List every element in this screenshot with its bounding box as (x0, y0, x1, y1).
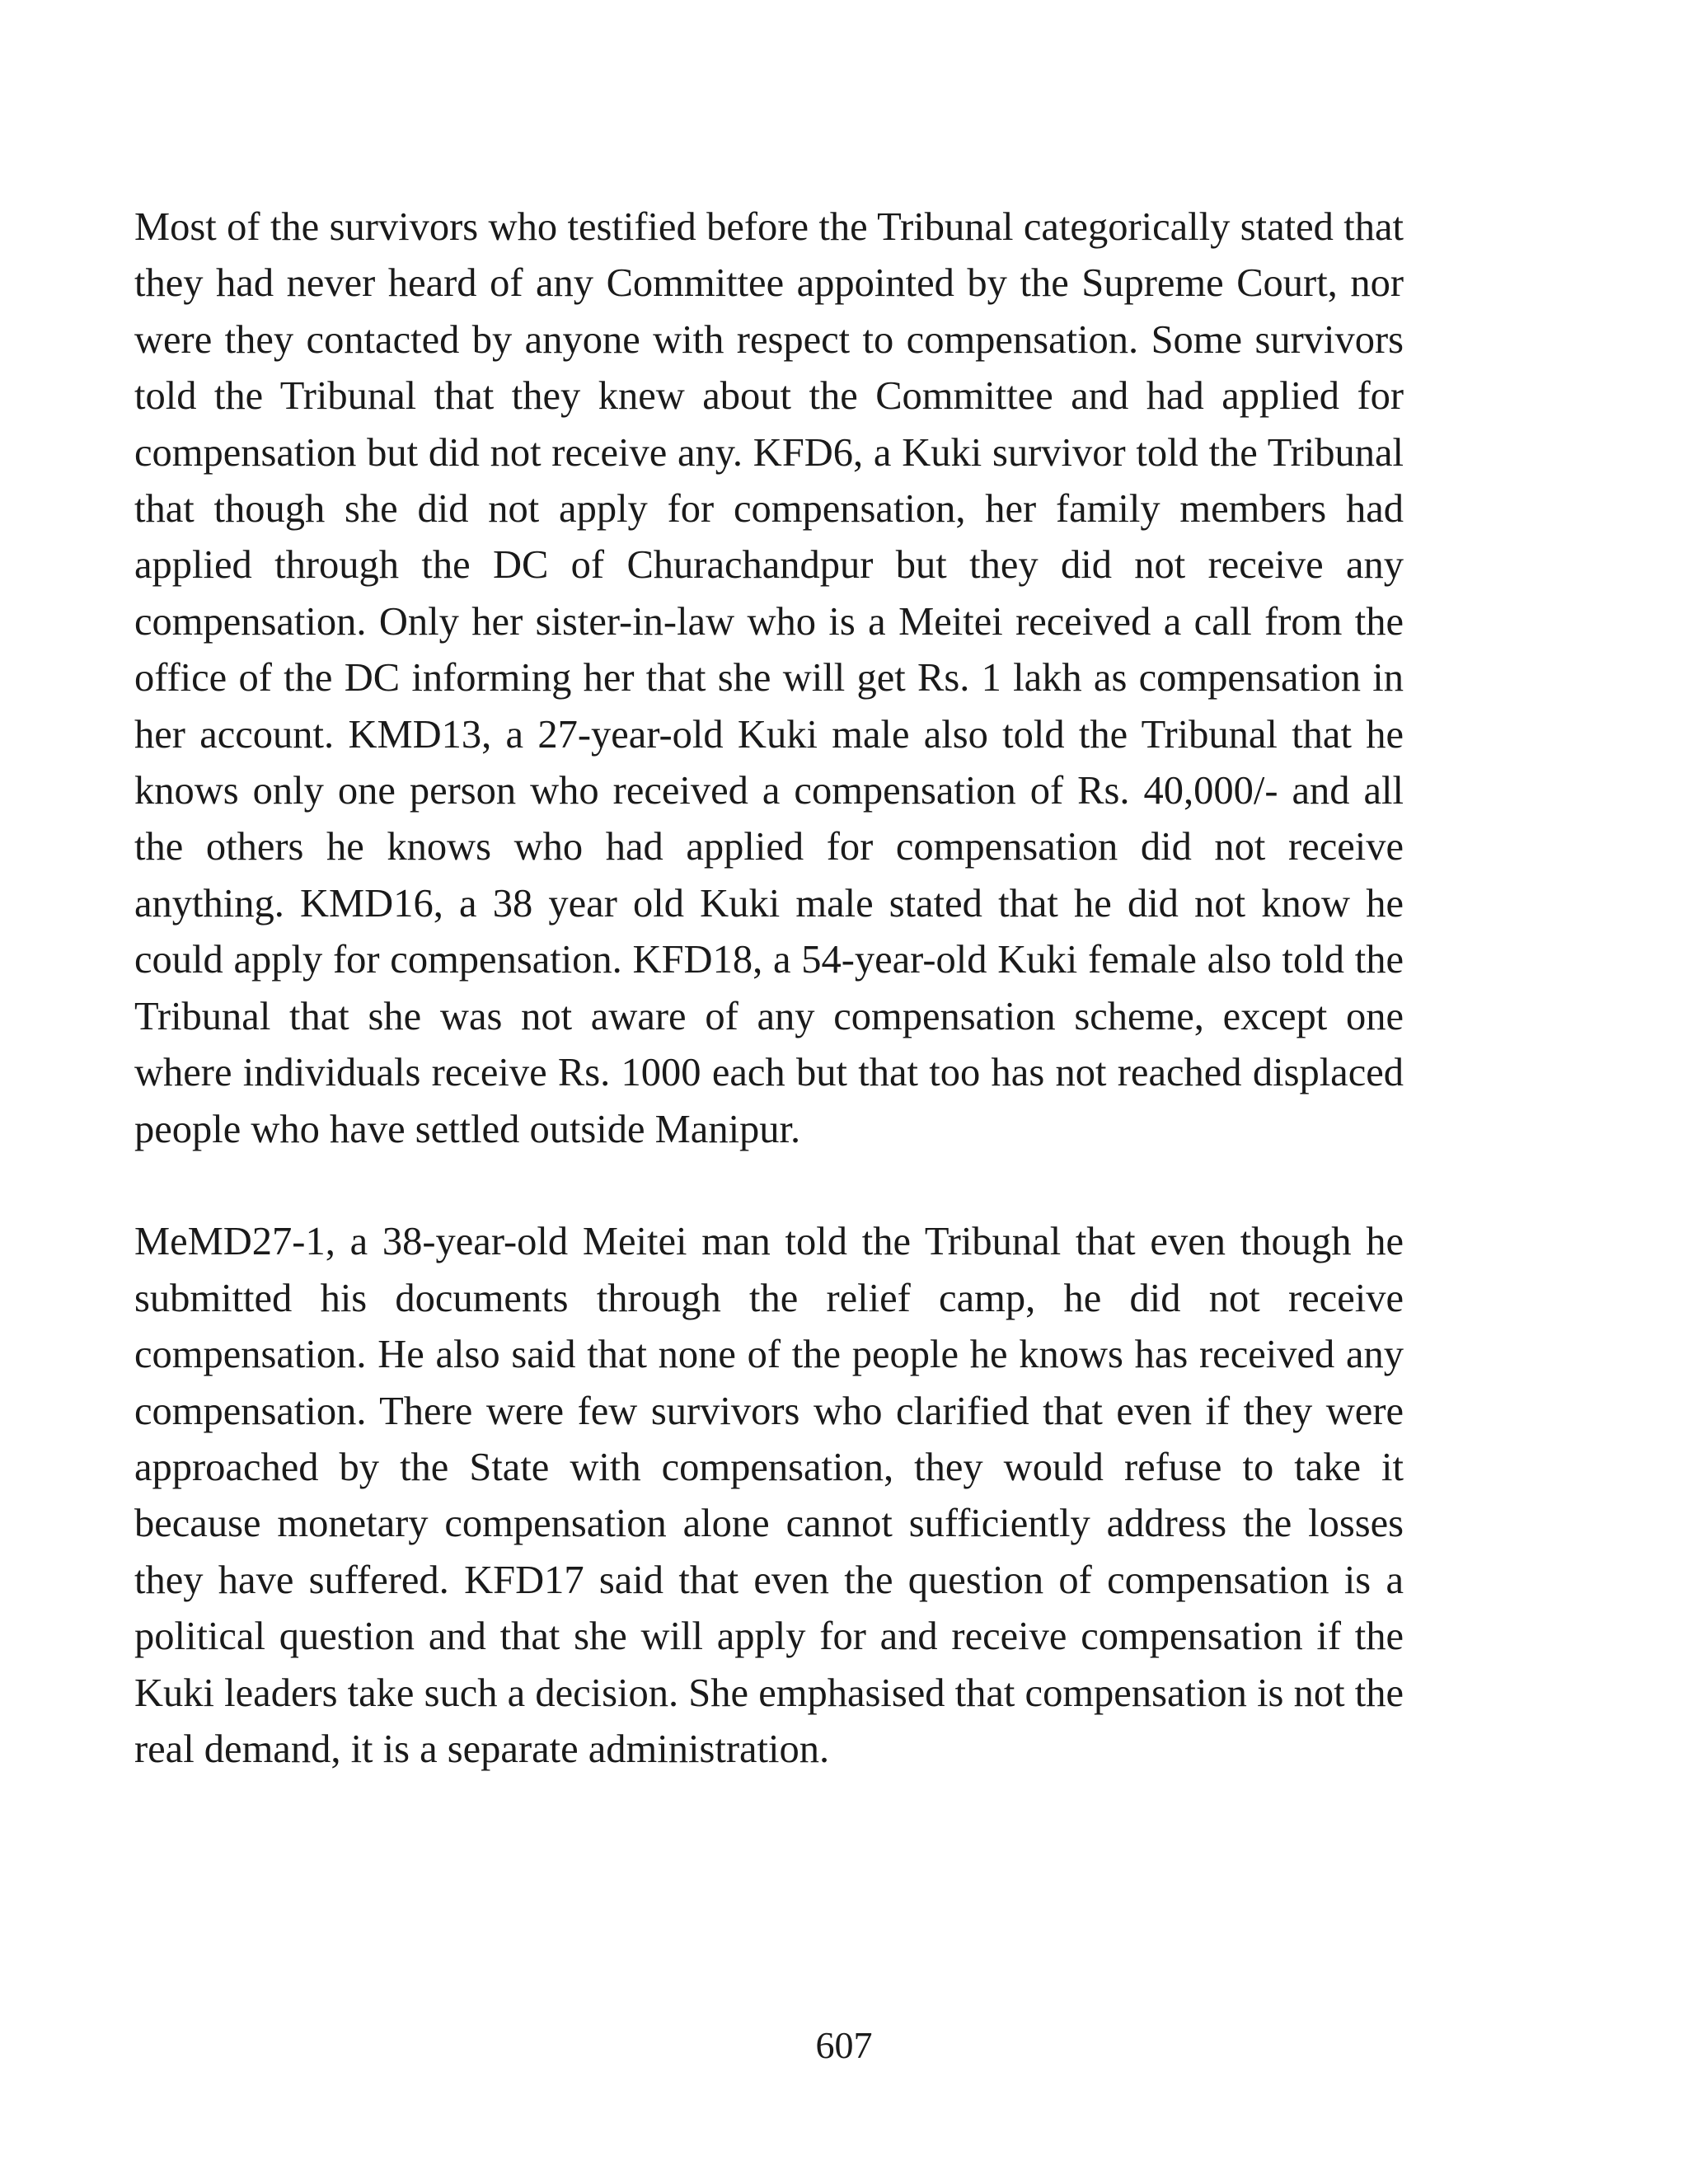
body-text (134, 199, 1404, 1778)
paragraph-1: Most of the survivors who testified before the Tribunal categorically stated that they had never heard of any Committee appointed by the Supreme Court, nor were they contacted by anyone with respect to compensation. Some survivors told the Tribunal that they knew about the Committee and had applied for compensation but did not receive any. KFD6, a Kuki survivor told the Tribunal that though she did not apply for compensation, her family members had applied through the DC of Churachandpur but they did not receive any compensation. Only her sister-in-law who is a Meitei received a call from the office of the DC informing her that she will get Rs. 1 lakh as compensation in her account. KMD13, a 27-year-old Kuki male also told the Tribunal that he knows only one person who received a compensation of Rs. 40,000/- and all the others he knows who had applied for compensation did not receive anything. KMD16, a 38 year old Kuki male stated that he did not know he could apply for compensation. KFD18, a 54-year-old Kuki female also told the Tribunal that she was not aware of any compensation scheme, except one where individuals receive Rs. 1000 each but that too has not reached displaced people who have settled outside Manipur. (134, 205, 1404, 1151)
page-number: 607 (815, 2024, 873, 2066)
paragraph-2: MeMD27-1, a 38-year-old Meitei man told the Tribunal that even though he submitted his documents through the relief camp, he did not receive compensation. He also said that none of the people he knows has received any compensation. There were few survivors who clarified that even if they were approached by the State with compensation, they would refuse to take it because monetary compensation alone cannot sufficiently address the losses they have suffered. KFD17 said that even the question of compensation is a political question and that she will apply for and receive compensation if the Kuki leaders take such a decision. She emphasised that compensation is not the real demand, it is a separate administration. (134, 1220, 1404, 1771)
